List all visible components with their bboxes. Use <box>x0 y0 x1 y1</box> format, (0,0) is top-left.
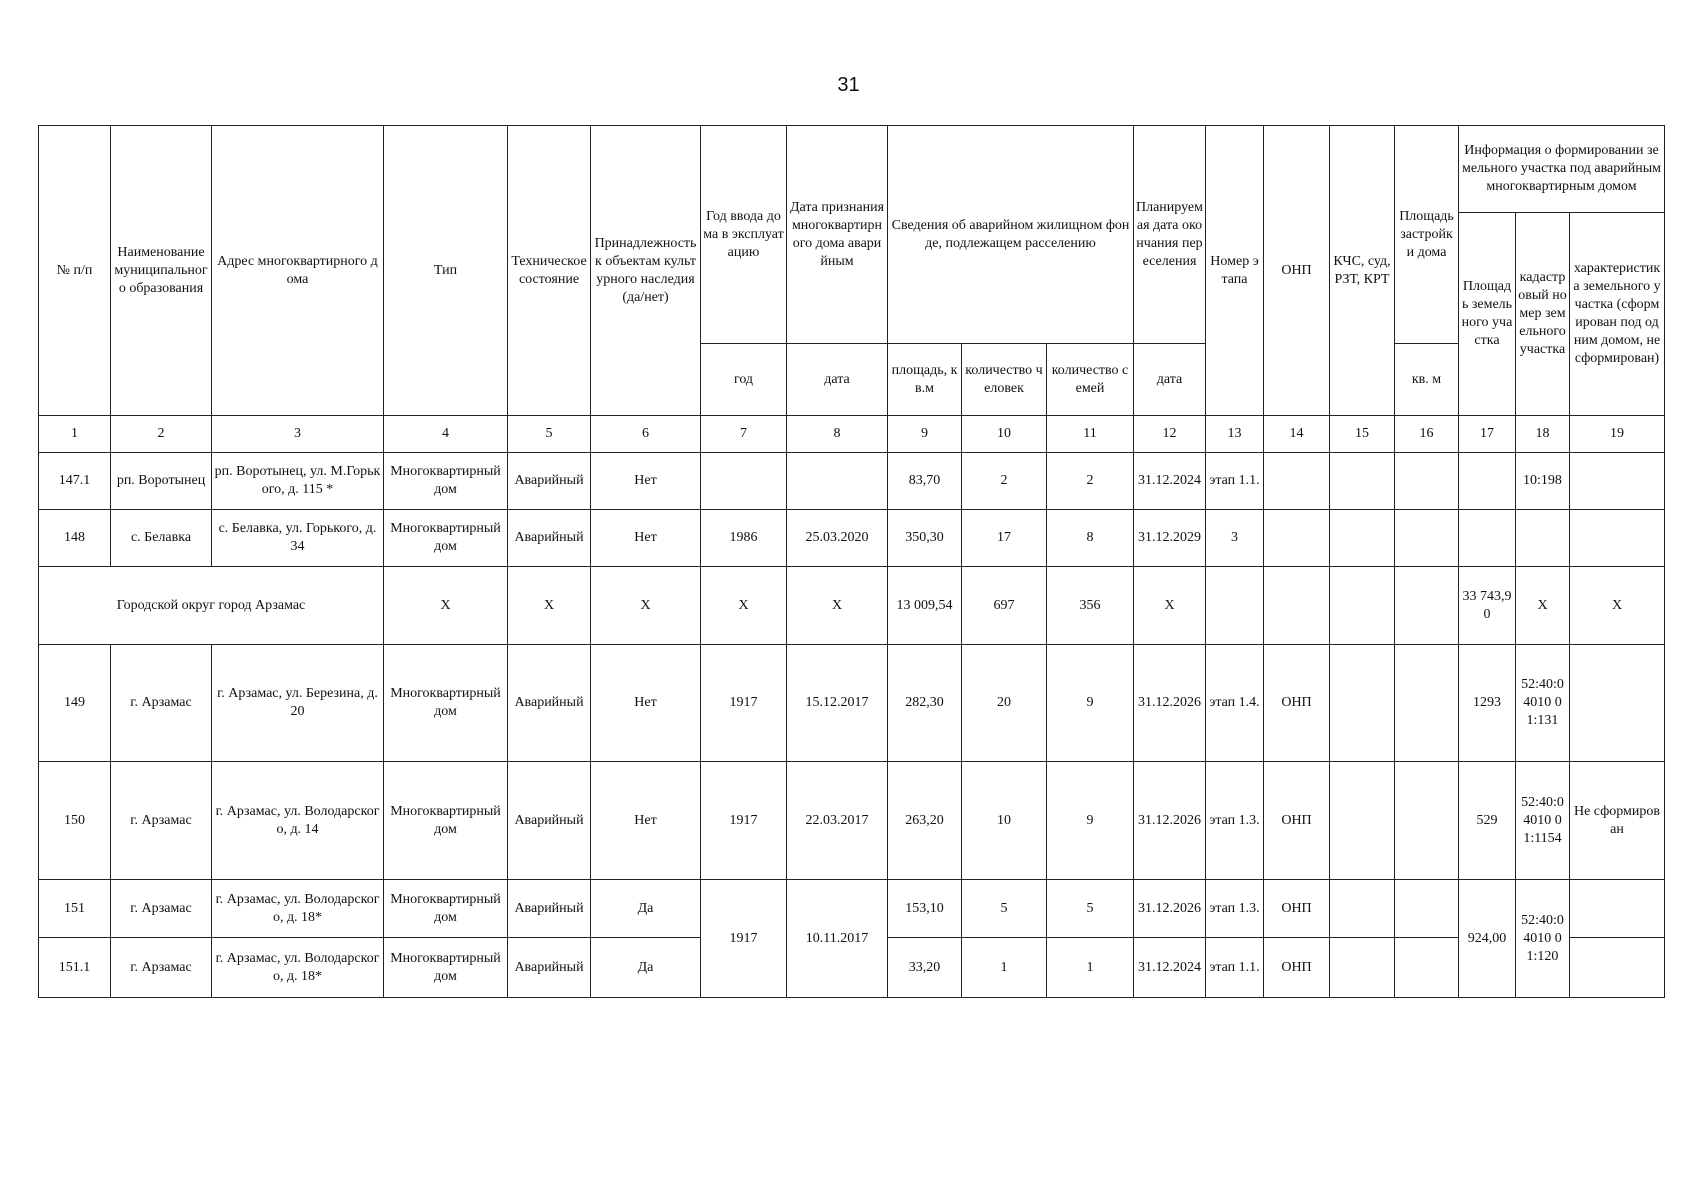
cell-address: рп. Воротынец, ул. М.Горького, д. 115 * <box>212 453 384 510</box>
col-number: 10 <box>962 416 1047 453</box>
cell-date: 15.12.2017 <box>787 645 888 762</box>
cell-stage: 3 <box>1206 510 1264 567</box>
header-land-char: характеристика земельного участка (сформирован под одним домом, не сформирован) <box>1570 213 1665 416</box>
subheader-people: количество человек <box>962 344 1047 416</box>
cell-area: 153,10 <box>888 880 962 938</box>
cell-year: 1917 <box>701 645 787 762</box>
table-row <box>39 880 1665 938</box>
cell-cultural: Нет <box>591 510 701 567</box>
cell-municipality: г. Арзамас <box>111 762 212 880</box>
cell-date: 10.11.2017 <box>787 880 888 998</box>
cell-address: с. Белавка, ул. Горького, д. 34 <box>212 510 384 567</box>
cell-people: 10 <box>962 762 1047 880</box>
cell-stage: этап 1.1. <box>1206 453 1264 510</box>
cell-municipality: г. Арзамас <box>111 645 212 762</box>
table-row <box>39 762 1665 880</box>
cell-built-area <box>1395 938 1459 998</box>
cell-families: 2 <box>1047 453 1134 510</box>
header-municipality: Наименование муниципального образования <box>111 126 212 416</box>
cell-num: 151.1 <box>39 938 111 998</box>
cell-state: Аварийный <box>508 510 591 567</box>
cell-stage: этап 1.1. <box>1206 938 1264 998</box>
header-tech-state: Техническое состояние <box>508 126 591 416</box>
cell-kchs <box>1330 567 1395 645</box>
cell-kchs <box>1330 510 1395 567</box>
cell-land-char <box>1570 938 1665 998</box>
header-cadastral: кадастровый номер земельного участка <box>1516 213 1570 416</box>
cell-kchs <box>1330 645 1395 762</box>
cell-land-area: 529 <box>1459 762 1516 880</box>
table-row <box>39 453 1665 510</box>
cell-land-char: X <box>1570 567 1665 645</box>
cell-built-area <box>1395 762 1459 880</box>
cell-stage: этап 1.4. <box>1206 645 1264 762</box>
cell-type: Многоквартирный дом <box>384 510 508 567</box>
cell-municipality: рп. Воротынец <box>111 453 212 510</box>
header-built-area: Площадь застройки дома <box>1395 126 1459 344</box>
cell-address: г. Арзамас, ул. Володарского, д. 14 <box>212 762 384 880</box>
col-number: 6 <box>591 416 701 453</box>
header-onp: ОНП <box>1264 126 1330 416</box>
cell-kchs <box>1330 453 1395 510</box>
cell-families: 8 <box>1047 510 1134 567</box>
cell-planned: 31.12.2026 <box>1134 762 1206 880</box>
header-kchs: КЧС, суд, РЗТ, КРТ <box>1330 126 1395 416</box>
cell-area: 350,30 <box>888 510 962 567</box>
cell-cultural: Да <box>591 938 701 998</box>
cell-onp <box>1264 567 1330 645</box>
subtotal-row <box>39 567 1665 645</box>
cell-planned: 31.12.2029 <box>1134 510 1206 567</box>
col-number: 4 <box>384 416 508 453</box>
column-numbers-row <box>39 416 1665 453</box>
cell-num: 150 <box>39 762 111 880</box>
cell-cultural: Нет <box>591 645 701 762</box>
cell-land-area: 33 743,90 <box>1459 567 1516 645</box>
cell-state: Аварийный <box>508 938 591 998</box>
subheader-date2: дата <box>1134 344 1206 416</box>
subtotal-label: Городской округ город Арзамас <box>39 567 384 645</box>
header-num: № п/п <box>39 126 111 416</box>
cell-state: X <box>508 567 591 645</box>
cell-planned: 31.12.2024 <box>1134 938 1206 998</box>
cell-land-char <box>1570 453 1665 510</box>
cell-cultural: Нет <box>591 762 701 880</box>
cell-address: г. Арзамас, ул. Березина, д. 20 <box>212 645 384 762</box>
cell-cadastral: 10:198 <box>1516 453 1570 510</box>
cell-area: 83,70 <box>888 453 962 510</box>
cell-built-area <box>1395 510 1459 567</box>
cell-stage: этап 1.3. <box>1206 762 1264 880</box>
cell-built-area <box>1395 645 1459 762</box>
cell-land-area: 1293 <box>1459 645 1516 762</box>
cell-land-area <box>1459 453 1516 510</box>
emergency-housing-data <box>38 415 1665 998</box>
cell-area: 263,20 <box>888 762 962 880</box>
cell-families: 356 <box>1047 567 1134 645</box>
col-number: 17 <box>1459 416 1516 453</box>
cell-land-area <box>1459 510 1516 567</box>
cell-land-char <box>1570 510 1665 567</box>
cell-families: 1 <box>1047 938 1134 998</box>
col-number: 2 <box>111 416 212 453</box>
cell-date: 25.03.2020 <box>787 510 888 567</box>
cell-kchs <box>1330 762 1395 880</box>
cell-cadastral <box>1516 510 1570 567</box>
cell-planned: 31.12.2024 <box>1134 453 1206 510</box>
cell-cultural: X <box>591 567 701 645</box>
cell-cultural: Да <box>591 880 701 938</box>
cell-onp <box>1264 510 1330 567</box>
cell-date: X <box>787 567 888 645</box>
cell-year: 1917 <box>701 880 787 998</box>
cell-onp: ОНП <box>1264 762 1330 880</box>
col-number: 9 <box>888 416 962 453</box>
cell-families: 9 <box>1047 645 1134 762</box>
cell-type: Многоквартирный дом <box>384 762 508 880</box>
cell-state: Аварийный <box>508 453 591 510</box>
cell-num: 149 <box>39 645 111 762</box>
col-number: 8 <box>787 416 888 453</box>
cell-municipality: г. Арзамас <box>111 880 212 938</box>
col-number: 18 <box>1516 416 1570 453</box>
subheader-year: год <box>701 344 787 416</box>
cell-area: 13 009,54 <box>888 567 962 645</box>
cell-land-char <box>1570 645 1665 762</box>
cell-num: 147.1 <box>39 453 111 510</box>
col-number: 19 <box>1570 416 1665 453</box>
cell-planned: 31.12.2026 <box>1134 645 1206 762</box>
page-number: 31 <box>837 74 860 96</box>
cell-cultural: Нет <box>591 453 701 510</box>
col-number: 12 <box>1134 416 1206 453</box>
header-address: Адрес многоквартирного дома <box>212 126 384 416</box>
cell-land-char: Не сформирован <box>1570 762 1665 880</box>
cell-type: Многоквартирный дом <box>384 645 508 762</box>
unit-built-area: кв. м <box>1395 344 1459 416</box>
col-number: 3 <box>212 416 384 453</box>
cell-kchs <box>1330 880 1395 938</box>
cell-area: 282,30 <box>888 645 962 762</box>
cell-families: 5 <box>1047 880 1134 938</box>
cell-state: Аварийный <box>508 645 591 762</box>
cell-land-area: 924,00 <box>1459 880 1516 998</box>
col-number: 7 <box>701 416 787 453</box>
cell-area: 33,20 <box>888 938 962 998</box>
cell-onp <box>1264 453 1330 510</box>
header-stage-num: Номер этапа <box>1206 126 1264 416</box>
col-number: 5 <box>508 416 591 453</box>
cell-num: 148 <box>39 510 111 567</box>
cell-families: 9 <box>1047 762 1134 880</box>
cell-cadastral: 52:40:04010 01:131 <box>1516 645 1570 762</box>
cell-built-area <box>1395 567 1459 645</box>
cell-built-area <box>1395 453 1459 510</box>
cell-date <box>787 453 888 510</box>
cell-municipality: с. Белавка <box>111 510 212 567</box>
cell-state: Аварийный <box>508 762 591 880</box>
header-cultural: Принадлежность к объектам культурного наследия (да/нет) <box>591 126 701 416</box>
cell-type: Многоквартирный дом <box>384 938 508 998</box>
cell-land-char <box>1570 880 1665 938</box>
col-number: 14 <box>1264 416 1330 453</box>
cell-people: 20 <box>962 645 1047 762</box>
table-row <box>39 510 1665 567</box>
table-row <box>39 645 1665 762</box>
cell-onp: ОНП <box>1264 938 1330 998</box>
cell-cadastral: X <box>1516 567 1570 645</box>
cell-people: 5 <box>962 880 1047 938</box>
subheader-area: площадь, кв.м <box>888 344 962 416</box>
header-planned-date: Планируемая дата окончания переселения <box>1134 126 1206 344</box>
col-number: 16 <box>1395 416 1459 453</box>
cell-onp: ОНП <box>1264 645 1330 762</box>
col-number: 15 <box>1330 416 1395 453</box>
cell-planned: X <box>1134 567 1206 645</box>
cell-type: X <box>384 567 508 645</box>
cell-year <box>701 453 787 510</box>
header-land-area: Площадь земельного участка <box>1459 213 1516 416</box>
cell-people: 697 <box>962 567 1047 645</box>
cell-built-area <box>1395 880 1459 938</box>
subheader-date: дата <box>787 344 888 416</box>
cell-address: г. Арзамас, ул. Володарского, д. 18* <box>212 938 384 998</box>
cell-stage: этап 1.3. <box>1206 880 1264 938</box>
cell-type: Многоквартирный дом <box>384 880 508 938</box>
cell-date: 22.03.2017 <box>787 762 888 880</box>
cell-people: 17 <box>962 510 1047 567</box>
cell-year: X <box>701 567 787 645</box>
cell-municipality: г. Арзамас <box>111 938 212 998</box>
cell-people: 2 <box>962 453 1047 510</box>
cell-people: 1 <box>962 938 1047 998</box>
cell-type: Многоквартирный дом <box>384 453 508 510</box>
header-emergency-info: Сведения об аварийном жилищном фонде, подлежащем расселению <box>888 126 1134 344</box>
emergency-housing-table <box>38 125 1665 416</box>
cell-planned: 31.12.2026 <box>1134 880 1206 938</box>
header-land-info: Информация о формировании земельного участка под аварийным многоквартирным домом <box>1459 126 1665 213</box>
col-number: 1 <box>39 416 111 453</box>
cell-cadastral: 52:40:04010 01:1154 <box>1516 762 1570 880</box>
cell-num: 151 <box>39 880 111 938</box>
cell-cadastral: 52:40:04010 01:120 <box>1516 880 1570 998</box>
header-type: Тип <box>384 126 508 416</box>
subheader-families: количество семей <box>1047 344 1134 416</box>
col-number: 11 <box>1047 416 1134 453</box>
cell-kchs <box>1330 938 1395 998</box>
cell-year: 1917 <box>701 762 787 880</box>
header-year-built: Год ввода дома в эксплуатацию <box>701 126 787 344</box>
header-date-declared: Дата признания многоквартирного дома аварийным <box>787 126 888 344</box>
cell-year: 1986 <box>701 510 787 567</box>
cell-state: Аварийный <box>508 880 591 938</box>
col-number: 13 <box>1206 416 1264 453</box>
cell-stage <box>1206 567 1264 645</box>
cell-address: г. Арзамас, ул. Володарского, д. 18* <box>212 880 384 938</box>
cell-onp: ОНП <box>1264 880 1330 938</box>
